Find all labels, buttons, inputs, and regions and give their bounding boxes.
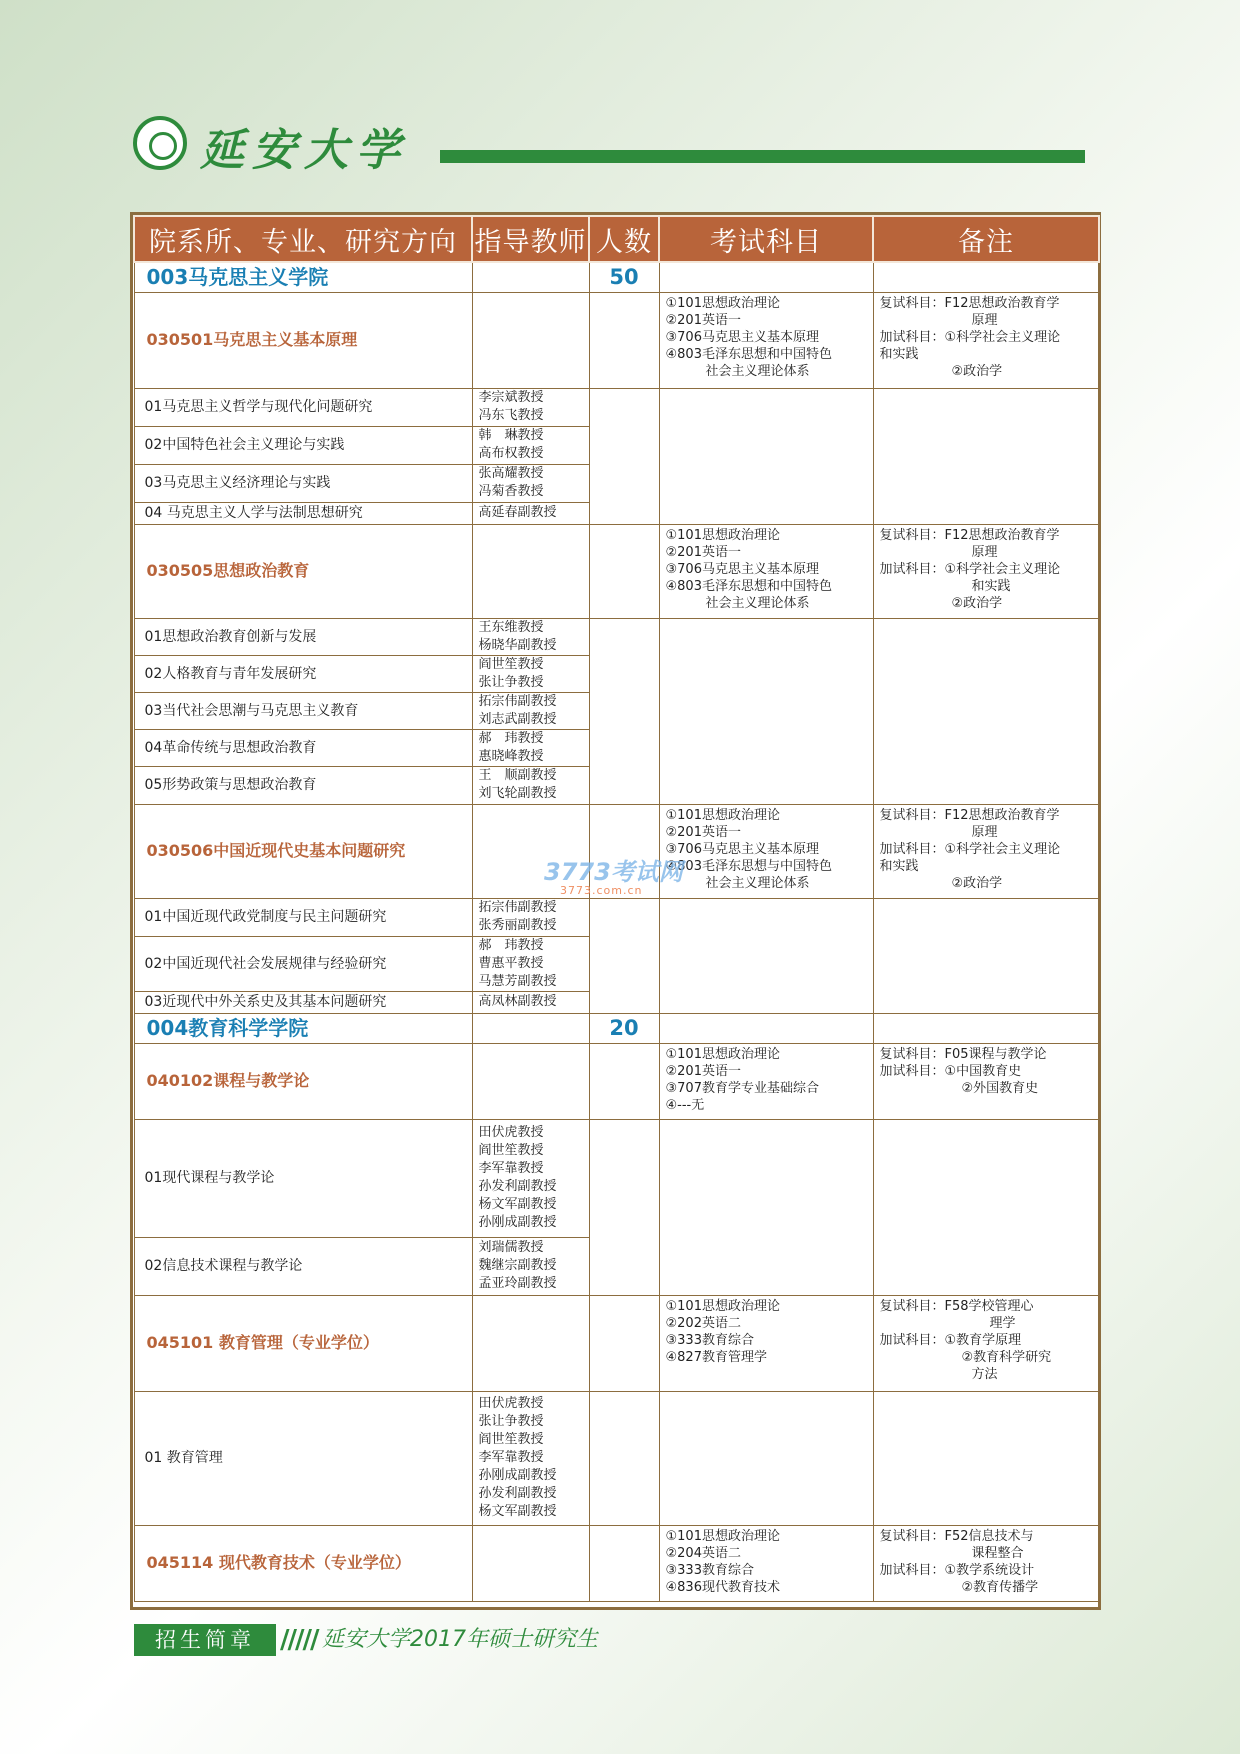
- major-name: 030505思想政治教育: [134, 524, 472, 618]
- major-name: 040102课程与教学论: [134, 1043, 472, 1119]
- major-name: 045101 教育管理（专业学位）: [134, 1295, 472, 1391]
- exam-notes: 复试科目：F12思想政治教育学 原理 加试科目：①科学社会主义理论 和实践 ②政治学: [873, 524, 1099, 618]
- exam-notes: 复试科目：F12思想政治教育学 原理 加试科目：①科学社会主义理论 和实践 ②政治学: [873, 804, 1099, 898]
- footer-title: 延安大学2017年硕士研究生: [322, 1627, 598, 1652]
- direction-name: 05形势政策与思想政治教育: [134, 766, 472, 804]
- advisor-list: 郝 玮教授 曹惠平教授 马慧芳副教授: [472, 936, 589, 991]
- direction-name: 02中国近现代社会发展规律与经验研究: [134, 936, 472, 991]
- direction-name: 01中国近现代政党制度与民主问题研究: [134, 898, 472, 936]
- direction-name: 02信息技术课程与教学论: [134, 1237, 472, 1295]
- col-header-count: 人数: [589, 216, 659, 262]
- major-name: 030506中国近现代史基本问题研究: [134, 804, 472, 898]
- admissions-table: [130, 212, 1101, 1610]
- college-row: [134, 262, 1099, 292]
- exam-notes: 复试科目：F58学校管理心 理学 加试科目：①教育学原理 ②教育科学研究 方法: [873, 1295, 1099, 1391]
- footer-tag: 招生简章: [134, 1624, 276, 1656]
- direction-name: 02中国特色社会主义理论与实践: [134, 426, 472, 464]
- college-row: [134, 1013, 1099, 1043]
- footer-slashes: /////: [280, 1625, 318, 1655]
- advisor-list: 郝 玮教授 惠晓峰教授: [472, 729, 589, 766]
- direction-name: 02人格教育与青年发展研究: [134, 655, 472, 692]
- watermark-url: 3773.com.cn: [560, 884, 643, 897]
- advisor-list: 张高耀教授 冯菊香教授: [472, 464, 589, 502]
- advisor-list: 韩 琳教授 高布权教授: [472, 426, 589, 464]
- exam-subjects: ①101思想政治理论 ②201英语一 ③706马克思主义基本原理 ④803毛泽东思想和中国特色 社会主义理论体系: [659, 292, 873, 388]
- advisor-list: 拓宗伟副教授 张秀丽副教授: [472, 898, 589, 936]
- watermark-text: 3773考试网: [544, 858, 683, 886]
- major-row: [134, 1525, 1099, 1601]
- advisor-list: 拓宗伟副教授 刘志武副教授: [472, 692, 589, 729]
- col-header-advisor: 指导教师: [472, 216, 589, 262]
- table-header-row: [134, 216, 1099, 262]
- advisor-list: 高延春副教授: [472, 502, 589, 524]
- college-name: 003马克思主义学院: [134, 262, 472, 292]
- college-name: 004教育科学学院: [134, 1013, 472, 1043]
- direction-row: [134, 898, 1099, 936]
- major-row: [134, 1043, 1099, 1119]
- direction-row: [134, 1119, 1099, 1237]
- direction-row: [134, 388, 1099, 426]
- enrollment-count: 50: [589, 262, 659, 292]
- direction-name: 01马克思主义哲学与现代化问题研究: [134, 388, 472, 426]
- exam-notes: 复试科目：F12思想政治教育学 原理 加试科目：①科学社会主义理论 和实践 ②政治学: [873, 292, 1099, 388]
- major-name: 030501马克思主义基本原理: [134, 292, 472, 388]
- university-name: 延安大学: [200, 125, 408, 176]
- university-seal-icon: [133, 116, 187, 170]
- col-header-note: 备注: [873, 216, 1099, 262]
- direction-name: 04 马克思主义人学与法制思想研究: [134, 502, 472, 524]
- advisor-list: 田伏虎教授 张让争教授 阎世笙教授 李军靠教授 孙刚成副教授 孙发利副教授 杨文军副教授: [472, 1391, 589, 1525]
- exam-subjects: ①101思想政治理论 ②201英语一 ③706马克思主义基本原理 ④803毛泽东思想和中国特色 社会主义理论体系: [659, 524, 873, 618]
- direction-name: 03近现代中外关系史及其基本问题研究: [134, 991, 472, 1013]
- advisor-list: 王东维教授 杨晓华副教授: [472, 618, 589, 655]
- advisor-list: 高凤林副教授: [472, 991, 589, 1013]
- direction-row: [134, 618, 1099, 655]
- direction-name: 01现代课程与教学论: [134, 1119, 472, 1237]
- exam-subjects: ①101思想政治理论 ②204英语二 ③333教育综合 ④836现代教育技术: [659, 1525, 873, 1601]
- exam-subjects: ①101思想政治理论 ②202英语二 ③333教育综合 ④827教育管理学: [659, 1295, 873, 1391]
- exam-notes: 复试科目：F05课程与教学论 加试科目：①中国教育史 ②外国教育史: [873, 1043, 1099, 1119]
- exam-notes: 复试科目：F52信息技术与 课程整合 加试科目：①教学系统设计 ②教育传播学: [873, 1525, 1099, 1601]
- col-header-program: 院系所、专业、研究方向: [134, 216, 472, 262]
- major-row: [134, 1295, 1099, 1391]
- direction-name: 03当代社会思潮与马克思主义教育: [134, 692, 472, 729]
- major-row: [134, 292, 1099, 388]
- direction-name: 01思想政治教育创新与发展: [134, 618, 472, 655]
- advisor-list: 刘瑞儒教授 魏继宗副教授 孟亚玲副教授: [472, 1237, 589, 1295]
- major-row: [134, 524, 1099, 618]
- direction-row: [134, 1391, 1099, 1525]
- exam-subjects: ①101思想政治理论 ②201英语一 ③707教育学专业基础综合 ④---无: [659, 1043, 873, 1119]
- advisor-list: 阎世笙教授 张让争教授: [472, 655, 589, 692]
- advisor-list: 李宗斌教授 冯东飞教授: [472, 388, 589, 426]
- direction-name: 04革命传统与思想政治教育: [134, 729, 472, 766]
- direction-name: 03马克思主义经济理论与实践: [134, 464, 472, 502]
- page-header: [130, 112, 1085, 176]
- header-divider: [440, 150, 1085, 163]
- exam-subjects: ①101思想政治理论 ②201英语一 ③706马克思主义基本原理 ④803毛泽东思想与中国特色 社会主义理论体系: [659, 804, 873, 898]
- col-header-exam: 考试科目: [659, 216, 873, 262]
- direction-name: 01 教育管理: [134, 1391, 472, 1525]
- advisor-list: 田伏虎教授 阎世笙教授 李军靠教授 孙发利副教授 杨文军副教授 孙刚成副教授: [472, 1119, 589, 1237]
- enrollment-count: 20: [589, 1013, 659, 1043]
- advisor-list: 王 顺副教授 刘飞轮副教授: [472, 766, 589, 804]
- major-name: 045114 现代教育技术（专业学位）: [134, 1525, 472, 1601]
- page-footer: [130, 1622, 1090, 1662]
